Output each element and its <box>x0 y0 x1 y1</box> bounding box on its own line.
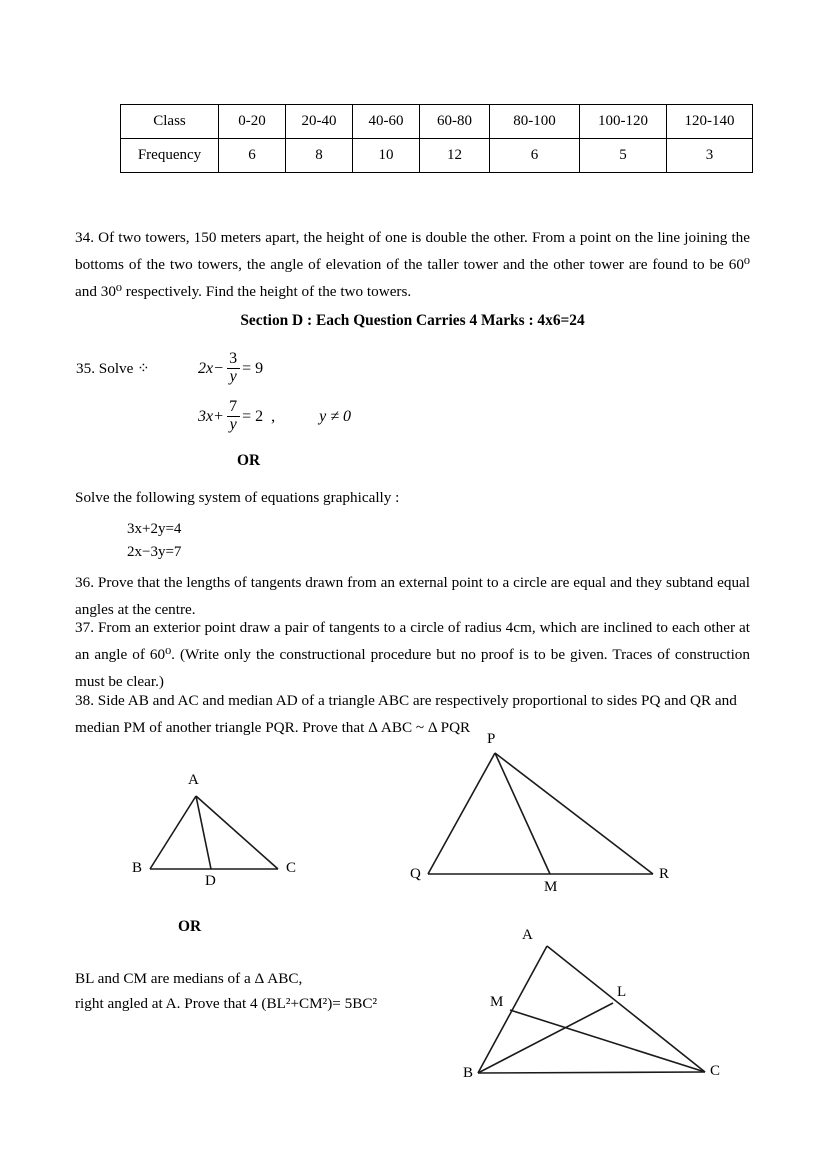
question-35-or-label: OR <box>237 452 261 469</box>
question-35-equation-1 <box>198 352 263 387</box>
figure-triangle-medians <box>463 927 725 1090</box>
table-cell-freq-7: 3 <box>667 139 753 173</box>
eq2-lhs: 3x <box>198 408 214 426</box>
segment-pr <box>495 753 653 874</box>
segment-bl-median <box>478 1003 613 1073</box>
label-point-c: C <box>710 1063 721 1079</box>
table-row <box>121 139 753 173</box>
label-point-p: P <box>487 731 496 747</box>
eq2-comma: , <box>271 408 276 426</box>
frequency-distribution-table <box>120 104 735 173</box>
table-cell-class-5: 80-100 <box>490 105 580 139</box>
eq1-rhs: = 9 <box>242 360 264 378</box>
segment-ac <box>547 946 705 1072</box>
question-36-text: 36. Prove that the lengths of tangents drawn from an external point to a circle are equal and they subtand equal angles at the centre. <box>75 574 750 618</box>
label-point-r: R <box>659 866 670 882</box>
table-row-header-class: Class <box>121 105 219 139</box>
label-point-d: D <box>205 873 216 889</box>
eq1-denominator: y <box>227 368 240 386</box>
question-38-text: 38. Side AB and AC and median AD of a triangle ABC are respectively proportional to sides PQ and QR and median PM of another triangle PQR. Prove that Δ ABC ~ Δ PQR <box>75 692 737 736</box>
eq2-rhs: = 2 <box>242 408 264 426</box>
label-point-q: Q <box>410 866 421 882</box>
label-point-a: A <box>188 772 199 788</box>
table-cell-class-1: 0-20 <box>219 105 286 139</box>
table-cell-freq-5: 6 <box>490 139 580 173</box>
table-cell-freq-3: 10 <box>353 139 420 173</box>
table-cell-class-3: 40-60 <box>353 105 420 139</box>
eq1-fraction <box>226 351 240 386</box>
eq2-operator: + <box>214 408 224 426</box>
question-38-alt-line-1: BL and CM are medians of a Δ ABC, <box>75 970 303 987</box>
eq2-fraction <box>226 399 240 434</box>
eq2-numerator: 7 <box>229 398 238 415</box>
table-cell-class-7: 120-140 <box>667 105 753 139</box>
eq1-operator: − <box>214 360 224 378</box>
eq2-condition: y ≠ 0 <box>319 408 352 426</box>
label-point-c: C <box>286 860 297 876</box>
triangle-medians-svg <box>465 935 725 1090</box>
table-cell-class-6: 100-120 <box>580 105 667 139</box>
triangle-pqr-svg <box>405 738 680 898</box>
label-point-b: B <box>463 1065 474 1081</box>
eq2-denominator: y <box>227 416 240 434</box>
table-cell-freq-1: 6 <box>219 139 286 173</box>
question-35-graphical-prompt: Solve the following system of equations graphically : <box>75 489 400 506</box>
question-35-graph-equation-1: 3x+2y=4 <box>127 521 182 537</box>
figure-triangle-pqr <box>405 731 680 898</box>
table-cell-freq-4: 12 <box>420 139 490 173</box>
segment-bc <box>478 1072 705 1073</box>
segment-pq <box>428 753 495 874</box>
eq1-lhs: 2x <box>198 360 214 378</box>
question-35-prompt: 35. Solve ⁘ <box>76 360 150 377</box>
question-34-text: 34. Of two towers, 150 meters apart, the height of one is double the other. From a point on the line joining the bottoms of the two towers, the angle of elevation of the taller tower and the other tower are found to be 60⁰ and 30⁰ respectively. Find the height of the two towers. <box>75 229 750 300</box>
segment-pm-median <box>495 753 550 874</box>
segment-ab <box>150 796 196 869</box>
table-cell-class-2: 20-40 <box>286 105 353 139</box>
question-37-text: 37. From an exterior point draw a pair of tangents to a circle of radius 4cm, which are inclined to each other at an angle of 60⁰. (Write only the constructional procedure but no proof is to be given. Traces of construction must be clear.) <box>75 619 750 690</box>
question-35-equation-2 <box>198 400 351 435</box>
table-row <box>121 105 753 139</box>
figure-triangle-abc <box>120 770 320 895</box>
label-point-l: L <box>617 984 627 1000</box>
label-point-m: M <box>544 879 558 895</box>
label-point-m: M <box>490 994 504 1010</box>
table-cell-freq-6: 5 <box>580 139 667 173</box>
table-cell-class-4: 60-80 <box>420 105 490 139</box>
segment-ab <box>478 946 547 1073</box>
label-point-b: B <box>132 860 143 876</box>
section-d-header: Section D : Each Question Carries 4 Marks : 4x6=24 <box>240 312 585 329</box>
table-cell-freq-2: 8 <box>286 139 353 173</box>
question-35-graph-equation-2: 2x−3y=7 <box>127 544 182 560</box>
eq1-numerator: 3 <box>229 350 238 367</box>
table-row-header-frequency: Frequency <box>121 139 219 173</box>
question-38-or-label: OR <box>178 918 202 935</box>
question-38-alt-line-2: right angled at A. Prove that 4 (BL²+CM²)= 5BC² <box>75 995 378 1012</box>
label-point-a: A <box>522 927 533 943</box>
